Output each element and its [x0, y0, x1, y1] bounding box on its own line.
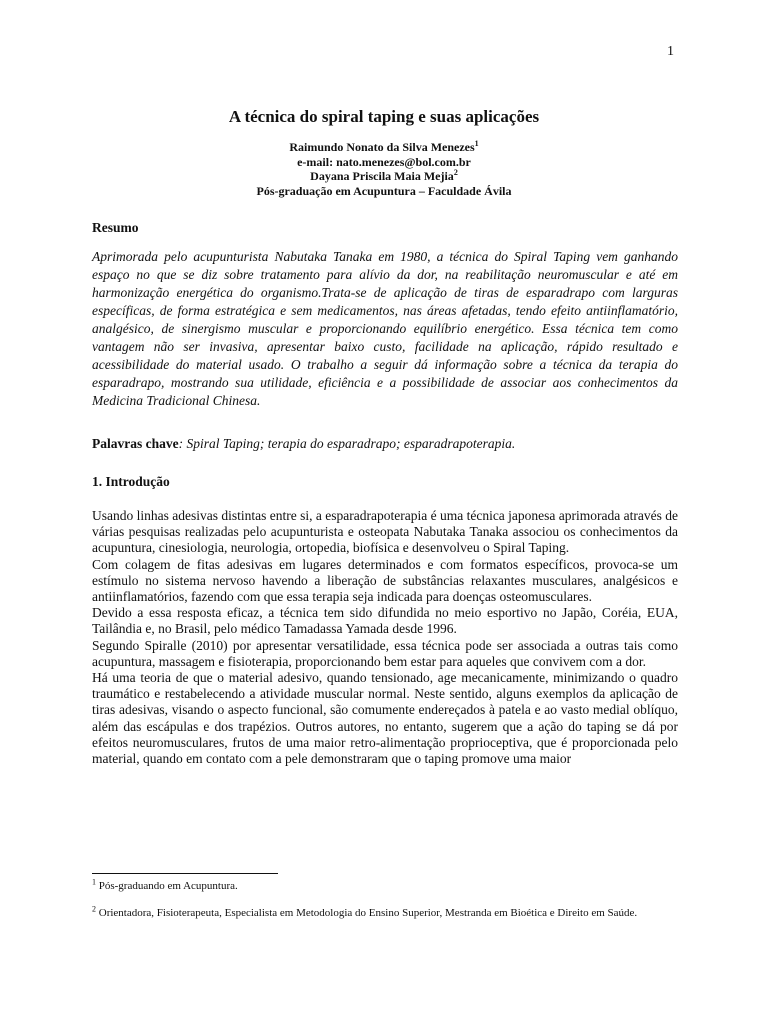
footnote-1-text: Pós-graduando em Acupuntura. [96, 880, 238, 892]
paper-title: A técnica do spiral taping e suas aplicações [228, 107, 540, 126]
author-2-footnote-mark: 2 [453, 168, 458, 177]
page-number: 1 [667, 44, 674, 59]
abstract-heading: Resumo [92, 220, 139, 235]
keywords-label: Palavras chave [92, 436, 179, 451]
introduction-paragraph: Segundo Spiralle (2010) por apresentar versatilidade, essa técnica pode ser associada a outras tais como acupuntura, massagem e fisioterapia, proporcionando bem estar para aqueles que convivem com a dor. [92, 637, 678, 669]
keywords [92, 436, 678, 452]
author-2-name: Dayana Priscila Maia Mejia [310, 169, 454, 183]
footnote-2-text: Orientadora, Fisioterapeuta, Especialista em Metodologia do Ensino Superior, Mestranda em Bioética e Direito em Saúde. [96, 907, 638, 919]
introduction-paragraph: Com colagem de fitas adesivas em lugares determinados e com formatos específicos, provoca-se um estímulo no sistema nervoso havendo a liberação de substâncias relaxantes musculares, analgésicos e antiinflamatórios, fazendo com que essa terapia seja indicada para doenças osteomusculares. [92, 556, 678, 605]
author-1-footnote-mark: 1 [474, 139, 479, 148]
author-2-line [0, 169, 768, 184]
introduction-heading: 1. Introdução [92, 474, 170, 489]
keywords-text: Spiral Taping; terapia do esparadrapo; esparadrapoterapia. [183, 436, 516, 451]
footnote-1-mark: 1 [92, 877, 96, 887]
author-email: e-mail: nato.menezes@bol.com.br [297, 154, 471, 169]
author-affiliation: Pós-graduação em Acupuntura – Faculdade Ávila [256, 183, 512, 198]
footnote-2-mark: 2 [92, 904, 96, 914]
footnote-2 [92, 906, 692, 920]
author-block [0, 140, 768, 198]
introduction-body [92, 508, 678, 767]
author-1-name: Raimundo Nonato da Silva Menezes [289, 140, 475, 154]
footnote-1 [92, 879, 692, 893]
keywords-separator: : [178, 436, 184, 451]
abstract-text: Aprimorada pelo acupunturista Nabutaka Tanaka em 1980, a técnica do Spiral Taping vem ganhando espaço no que se diz sobre tratamento para alívio da dor, na reabilitação neuromuscular e até em harmonização energética do organismo.Trata-se de aplicação de tiras de esparadrapo com larguras específicas, de forma estratégica e sem medicamentos, nas áreas afetadas, tendo efeito antiinflamatório, analgésico, de sinergismo muscular e proporcionando equilíbrio energético. Essa técnica tem como vantagem não ser invasiva, apresentar baixo custo, facilidade na aplicação, rápido resultado e acessibilidade do material usado. O trabalho a seguir dá informação sobre a técnica da terapia do esparadrapo, mostrando sua utilidade, eficiência e a possibilidade de associar aos conhecimentos da Medicina Tradicional Chinesa. [92, 249, 678, 408]
introduction-paragraph: Há uma teoria de que o material adesivo, quando tensionado, age mecanicamente, minimizando o quadro traumático e restabelecendo a atividade muscular normal. Neste sentido, alguns exemplos da aplicação de tiras adesivas, visando o aspecto funcional, são comumente endereçados à patela e ao vasto medial oblíquo, além das escápulas e dos trapézios. Outros autores, no entanto, sugerem que a ação do taping se dá por efeitos neuromusculares, frutos de uma maior retro-alimentação proprioceptiva, que é proporcionada pelo material, quando em contato com a pele demonstraram que o taping promove uma maior [92, 670, 678, 767]
author-1-line [0, 140, 768, 155]
footnote-divider [92, 873, 278, 874]
introduction-paragraph: Devido a essa resposta eficaz, a técnica tem sido difundida no meio esportivo no Japão, Coréia, EUA, Tailândia e, no Brasil, pelo médico Tamadassa Yamada desde 1996. [92, 605, 678, 637]
introduction-paragraph: Usando linhas adesivas distintas entre si, a esparadrapoterapia é uma técnica japonesa aprimorada através de várias pesquisas realizadas pelo acupunturista e osteopata Nabutaka Tanaka associou os conhecimentos da acupuntura, cinesiologia, neurologia, ortopedia, biofísica e desenvolveu o Spiral Taping. [92, 508, 678, 556]
